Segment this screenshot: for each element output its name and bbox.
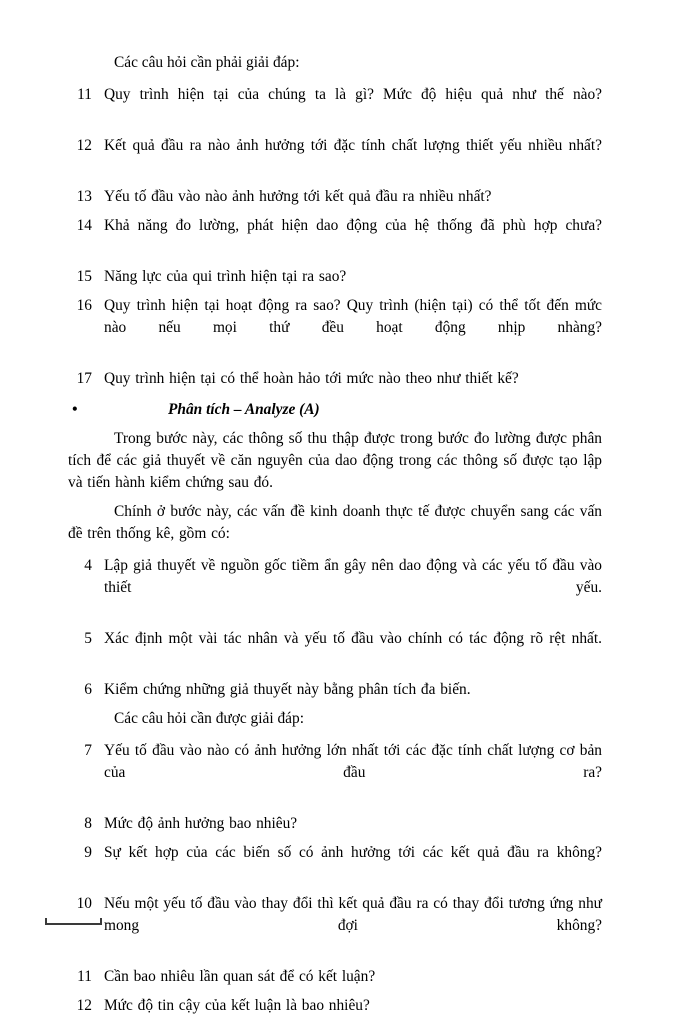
list-item (68, 813, 602, 835)
section-heading-label: Phân tích – Analyze (A) (168, 401, 320, 418)
list-item-number: 12 (76, 997, 92, 1014)
list-item-text: Xác định một vài tác nhân và yếu tố đầu vào chính có tác động rõ rệt nhất. (104, 630, 602, 647)
spacer (68, 701, 602, 708)
spacer (68, 390, 602, 399)
list-item-number: 5 (84, 630, 92, 647)
list-item (68, 186, 602, 208)
list-item (68, 135, 602, 179)
list-item-number: 12 (76, 137, 92, 154)
list-item-text: Yếu tố đầu vào nào ảnh hưởng tới kết quả đầu ra nhiều nhất? (104, 188, 492, 205)
list-item-text: Nếu một yếu tố đầu vào thay đổi thì kết quả đầu ra có thay đổi tương ứng như mong đợi không? (104, 895, 602, 934)
list-item-text: Mức độ tin cậy của kết luận là bao nhiêu? (104, 997, 370, 1014)
spacer (68, 421, 602, 428)
list-item (68, 368, 602, 390)
list-item (68, 266, 602, 288)
lead-line-questions-1: Các câu hỏi cần phải giải đáp: (114, 54, 300, 71)
list-item (68, 740, 602, 806)
list-item-number: 16 (76, 297, 92, 314)
list-item-text: Quy trình hiện tại của chúng ta là gì? Mức độ hiệu quả như thế nào? (104, 86, 602, 103)
page-content (68, 52, 602, 1017)
spacer (68, 545, 602, 555)
list-item-text: Năng lực của qui trình hiện tại ra sao? (104, 268, 347, 285)
list-item-number: 4 (84, 557, 92, 574)
bullet-icon: • (72, 401, 78, 418)
list-item (68, 628, 602, 672)
list-item (68, 966, 602, 988)
spacer (68, 494, 602, 501)
list-item-number: 6 (84, 681, 92, 698)
list-item-number: 14 (76, 217, 92, 234)
spacer (68, 730, 602, 740)
numbered-list-analyze-steps (68, 555, 602, 701)
section-heading-analyze (68, 399, 602, 421)
list-item-text: Quy trình hiện tại hoạt động ra sao? Quy trình (hiện tại) có thể tốt đến mức nào nếu mọi thứ đều hoạt động nhịp nhàng? (104, 297, 602, 336)
footnote-separator (45, 917, 102, 925)
list-item-text: Kiểm chứng những giả thuyết này bằng phân tích đa biến. (104, 681, 471, 698)
paragraph-analyze-statistics: Chính ở bước này, các vấn đề kinh doanh thực tế được chuyển sang các vấn đề trên thống kê, gồm có: (68, 503, 602, 542)
list-item-number: 15 (76, 268, 92, 285)
footnote-separator-tick-right (100, 918, 102, 925)
list-item (68, 555, 602, 621)
list-item (68, 679, 602, 701)
list-item-number: 13 (76, 188, 92, 205)
list-item-text: Mức độ ảnh hưởng bao nhiêu? (104, 815, 298, 832)
list-item (68, 84, 602, 128)
list-item-number: 7 (84, 742, 92, 759)
list-item-number: 8 (84, 815, 92, 832)
list-item-number: 11 (77, 968, 92, 985)
numbered-list-analyze-questions (68, 740, 602, 1017)
list-item-number: 10 (76, 895, 92, 912)
paragraph-analyze-intro: Trong bước này, các thông số thu thập được trong bước đo lường được phân tích để các giả thuyết về căn nguyên của dao động trong các thông số được tạo lập và tiến hành kiểm chứng sau đó. (68, 430, 602, 491)
list-item-text: Khả năng đo lường, phát hiện dao động của hệ thống đã phù hợp chưa? (104, 217, 602, 234)
list-item-number: 11 (77, 86, 92, 103)
list-item-number: 17 (76, 370, 92, 387)
lead-line-questions-2: Các câu hỏi cần được giải đáp: (114, 710, 304, 727)
list-item-text: Yếu tố đầu vào nào có ảnh hưởng lớn nhất tới các đặc tính chất lượng cơ bản của đầu ra? (104, 742, 602, 781)
list-item (68, 295, 602, 361)
list-item-text: Sự kết hợp của các biến số có ảnh hưởng tới các kết quả đầu ra không? (104, 844, 602, 861)
list-item-text: Quy trình hiện tại có thể hoàn hảo tới mức nào theo như thiết kế? (104, 370, 519, 387)
list-item-text: Kết quả đầu ra nào ảnh hưởng tới đặc tính chất lượng thiết yếu nhiều nhất? (104, 137, 602, 154)
list-item-number: 9 (84, 844, 92, 861)
list-item (68, 215, 602, 259)
numbered-list-measure-questions (68, 84, 602, 390)
list-item (68, 893, 602, 959)
list-item-text: Cần bao nhiêu lần quan sát để có kết luận? (104, 968, 376, 985)
list-item-text: Lập giả thuyết về nguồn gốc tiềm ẩn gây nên dao động và các yếu tố đầu vào thiết yếu. (104, 557, 602, 596)
list-item (68, 995, 602, 1017)
footnote-separator-bar (45, 923, 102, 925)
spacer (68, 74, 602, 84)
list-item (68, 842, 602, 886)
